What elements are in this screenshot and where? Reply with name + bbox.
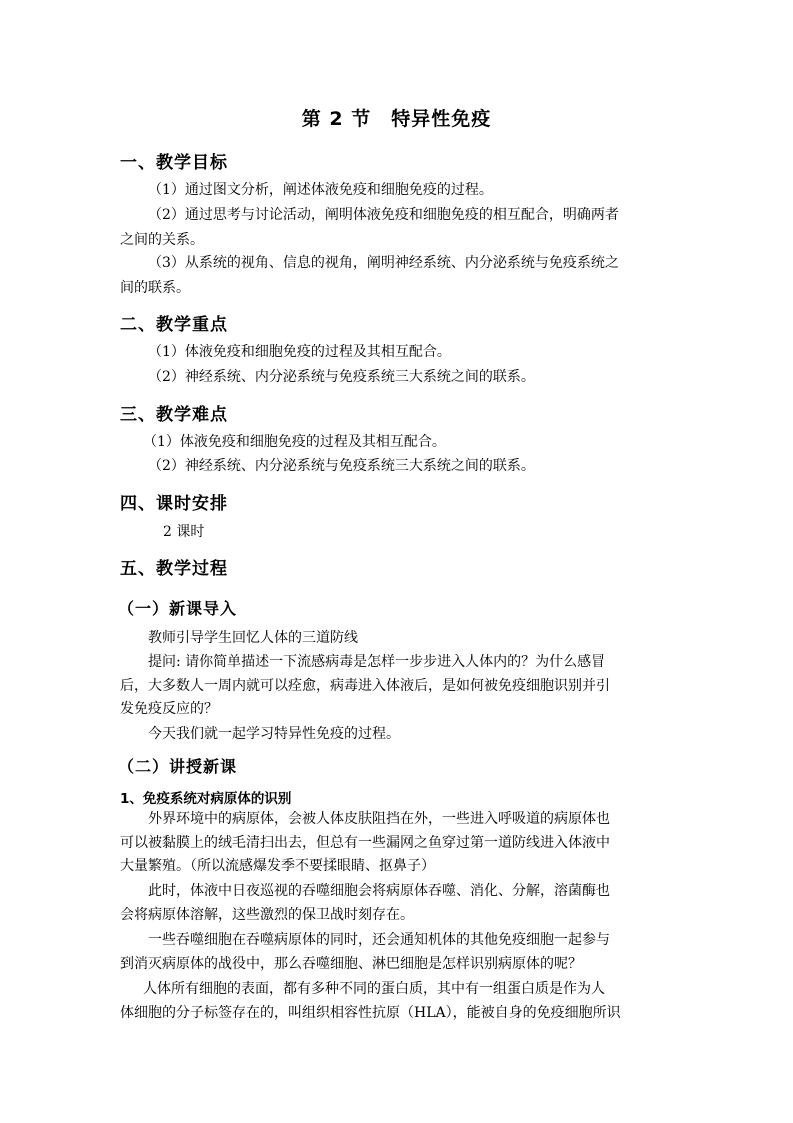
paragraph-line: 今天我们就一起学习特异性免疫的过程。 — [148, 726, 400, 742]
page-title: 第 2 节 特异性免疫 — [301, 108, 492, 130]
key-point-line: （2）神经系统、内分泌系统与免疫系统三大系统之间的联系。 — [148, 369, 535, 385]
objective-line: （2）通过思考与讨论活动，阐明体液免疫和细胞免疫的相互配合，明确两者 — [148, 207, 619, 223]
paragraph-line: 会将病原体溶解，这些激烈的保卫战时刻存在。 — [120, 907, 414, 923]
paragraph-line: 大量繁殖。（所以流感爆发季不要揉眼睛、抠鼻子） — [120, 858, 435, 874]
objective-line: 间的联系。 — [120, 280, 190, 296]
paragraph-line: 可以被黏膜上的绒毛清扫出去，但总有一些漏网之鱼穿过第一道防线进入体液中 — [120, 835, 610, 851]
section-heading-process: 五、教学过程 — [120, 559, 228, 579]
objective-line: （1）通过图文分析，阐述体液免疫和细胞免疫的过程。 — [148, 182, 493, 198]
paragraph-line: 体细胞的分子标签存在的，叫组织相容性抗原（HLA），能被自身的免疫细胞所识 — [120, 1005, 621, 1021]
subsection-heading-new-lesson: （二）讲授新课 — [118, 757, 238, 776]
paragraph-line: 一些吞噬细胞在吞噬病原体的同时，还会通知机体的其他免疫细胞一起参与 — [148, 932, 610, 948]
objective-line: （3）从系统的视角、信息的视角，阐明神经系统、内分泌系统与免疫系统之 — [148, 255, 619, 271]
paragraph-line: 此时，体液中日夜巡视的吞噬细胞会将病原体吞噬、消化、分解，溶菌酶也 — [148, 883, 610, 899]
section-heading-schedule: 四、课时安排 — [120, 494, 228, 514]
item-heading: 1、免疫系统对病原体的识别 — [120, 791, 292, 807]
objective-line: 之间的关系。 — [120, 232, 204, 248]
paragraph-line: 教师引导学生回忆人体的三道防线 — [148, 630, 358, 646]
paragraph-line: 后，大多数人一周内就可以痊愈，病毒进入体液后，是如何被免疫细胞识别并引 — [120, 678, 610, 694]
paragraph-line: 发免疫反应的？ — [120, 701, 218, 717]
section-heading-difficulties: 三、教学难点 — [120, 405, 228, 425]
schedule-line: 2 课时 — [163, 524, 205, 540]
difficulty-line: （1）体液免疫和细胞免疫的过程及其相互配合。 — [143, 434, 446, 450]
paragraph-line: 人体所有细胞的表面，都有多种不同的蛋白质，其中有一组蛋白质是作为人 — [143, 981, 605, 997]
section-heading-key-points: 二、教学重点 — [120, 315, 228, 335]
paragraph-line: 外界环境中的病原体，会被人体皮肤阻挡在外，一些进入呼吸道的病原体也 — [148, 811, 610, 827]
section-heading-objectives: 一、教学目标 — [120, 153, 228, 173]
difficulty-line: （2）神经系统、内分泌系统与免疫系统三大系统之间的联系。 — [148, 458, 535, 474]
paragraph-line: 到消灭病原体的战役中，那么吞噬细胞、淋巴细胞是怎样识别病原体的呢？ — [120, 956, 582, 972]
subsection-heading-intro: （一）新课导入 — [118, 599, 238, 618]
paragraph-line: 提问: 请你简单描述一下流感病毒是怎样一步步进入人体内的？为什么感冒 — [148, 654, 606, 670]
key-point-line: （1）体液免疫和细胞免疫的过程及其相互配合。 — [148, 344, 451, 360]
